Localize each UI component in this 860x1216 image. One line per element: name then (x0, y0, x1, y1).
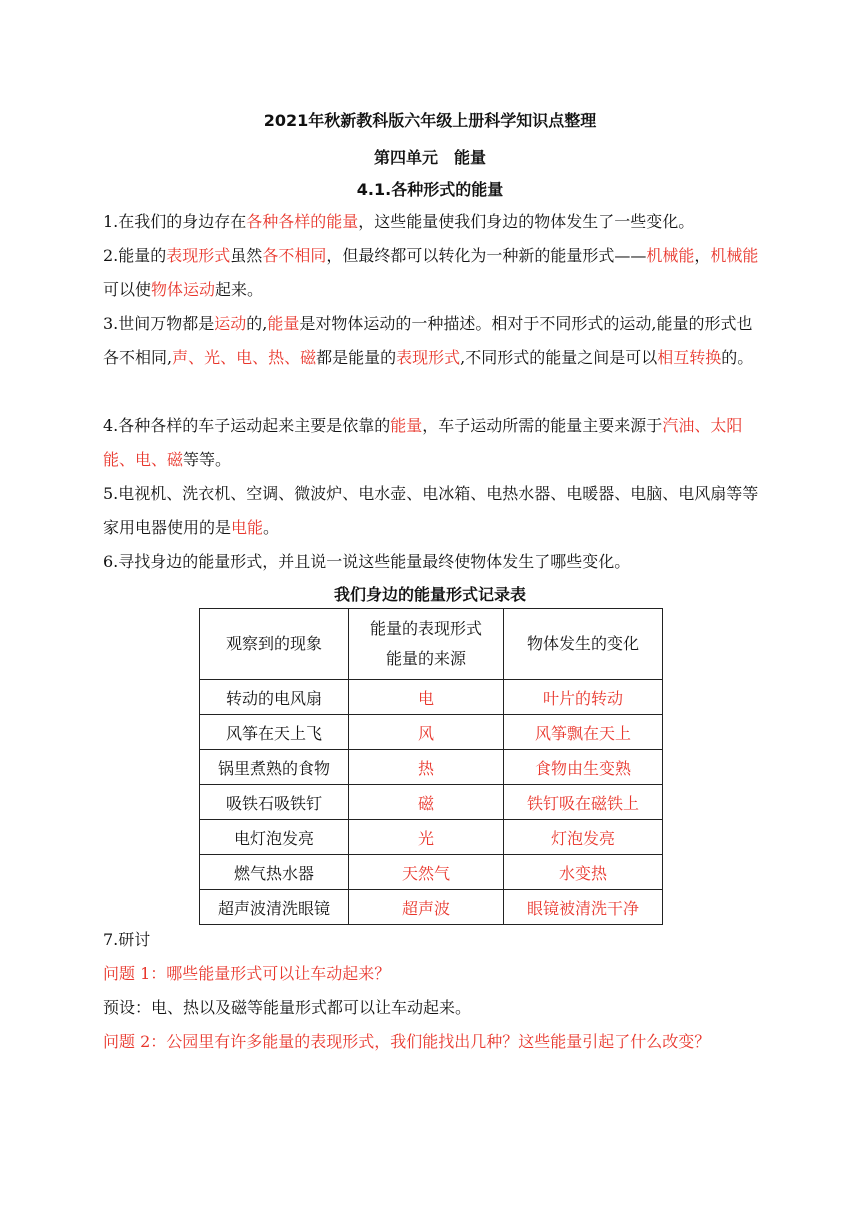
paragraph-1 (103, 205, 765, 239)
cell-phenomenon: 风筝在天上飞 (200, 715, 349, 750)
cell-energy-form: 电 (349, 680, 504, 715)
cell-phenomenon: 燃气热水器 (200, 855, 349, 890)
table-row (200, 890, 663, 925)
cell-energy-form: 光 (349, 820, 504, 855)
cell-phenomenon: 超声波清洗眼镜 (200, 890, 349, 925)
highlight-text: 机械能 (710, 246, 759, 265)
highlight-text: 能量 (390, 416, 423, 435)
highlight-text: 各不相同 (262, 246, 327, 265)
cell-change: 水变热 (504, 855, 663, 890)
header-change: 物体发生的变化 (504, 609, 663, 680)
body-text: 。 (263, 518, 280, 537)
table-row (200, 750, 663, 785)
highlight-text: 各种各样的能量 (246, 212, 359, 231)
paragraph-4 (103, 409, 765, 477)
body-text: ，这些能量使我们身边的物体发生了一些变化。 (358, 212, 695, 231)
header-energy-form (349, 609, 504, 680)
highlight-text: 声、光、电、热、磁 (172, 348, 317, 367)
body-text: 起来。 (215, 280, 264, 299)
cell-phenomenon: 电灯泡发亮 (200, 820, 349, 855)
body-text: 是对物体运动的一种描述。相对于不同形式的运动,能量的形式也各不相同, (103, 314, 753, 367)
table-row (200, 855, 663, 890)
document-title: 2021年秋新教科版六年级上册科学知识点整理 (263, 111, 597, 130)
cell-energy-form: 磁 (349, 785, 504, 820)
highlight-text: 能量 (267, 314, 300, 333)
body-text: ，车子运动所需的能量主要来源于 (422, 416, 663, 435)
cell-change: 铁钉吸在磁铁上 (504, 785, 663, 820)
body-text: ， (694, 246, 711, 265)
body-text: 6.寻找身边的能量形式，并且说一说这些能量最终使物体发生了哪些变化。 (103, 552, 631, 571)
body-text: ,不同形式的能量之间是可以 (460, 348, 658, 367)
body-text: 5.电视机、洗衣机、空调、微波炉、电水壶、电冰箱、电热水器、电暖器、电脑、电风扇等等家用电器使用的是 (103, 484, 759, 537)
paragraph-2 (103, 239, 765, 307)
highlight-text: 表现形式 (166, 246, 231, 265)
highlight-text: 电能 (231, 518, 264, 537)
paragraph-3 (103, 307, 765, 375)
paragraph-6 (103, 545, 765, 579)
body-text: 可以使 (103, 280, 152, 299)
table-caption: 我们身边的能量形式记录表 (333, 585, 526, 604)
table-row (200, 785, 663, 820)
cell-change: 叶片的转动 (504, 680, 663, 715)
body-text: 1.在我们的身边存在 (103, 212, 247, 231)
body-text: 3.世间万物都是 (103, 314, 215, 333)
cell-energy-form: 天然气 (349, 855, 504, 890)
cell-phenomenon: 转动的电风扇 (200, 680, 349, 715)
answer-1: 预设：电、热以及磁等能量形式都可以让车动起来。 (103, 998, 472, 1017)
highlight-text: 汽油、太阳能、电、磁 (103, 416, 743, 469)
paragraph-5 (103, 477, 765, 545)
cell-change: 灯泡发亮 (504, 820, 663, 855)
body-text: 的, (246, 314, 268, 333)
body-text: ，但最终都可以转化为一种新的能量形式—— (326, 246, 647, 265)
cell-energy-form: 超声波 (349, 890, 504, 925)
body-text: 虽然 (230, 246, 263, 265)
unit-heading: 第四单元 能量 (373, 148, 486, 167)
energy-record-table (199, 608, 663, 925)
discussion-heading: 7.研讨 (103, 930, 151, 949)
body-text: 2.能量的 (103, 246, 167, 265)
cell-phenomenon: 锅里煮熟的食物 (200, 750, 349, 785)
highlight-text: 机械能 (646, 246, 695, 265)
cell-change: 风筝飘在天上 (504, 715, 663, 750)
cell-change: 眼镜被清洗干净 (504, 890, 663, 925)
table-row (200, 680, 663, 715)
cell-change: 食物由生变熟 (504, 750, 663, 785)
header-energy-form-text: 能量的表现形式 能量的来源 (369, 619, 482, 668)
table-body (200, 680, 663, 925)
body-text: 都是能量的 (316, 348, 397, 367)
table-row (200, 715, 663, 750)
highlight-text: 物体运动 (151, 280, 216, 299)
table-row (200, 820, 663, 855)
body-text: 的。 (721, 348, 754, 367)
highlight-text: 表现形式 (396, 348, 461, 367)
body-text: 4.各种各样的车子运动起来主要是依靠的 (103, 416, 391, 435)
section-heading: 4.1.各种形式的能量 (356, 180, 504, 199)
cell-phenomenon: 吸铁石吸铁钉 (200, 785, 349, 820)
cell-energy-form: 热 (349, 750, 504, 785)
question-1: 问题 1：哪些能量形式可以让车动起来？ (103, 964, 391, 983)
highlight-text: 相互转换 (657, 348, 722, 367)
cell-energy-form: 风 (349, 715, 504, 750)
question-2: 问题 2：公园里有许多能量的表现形式，我们能找出几种？这些能量引起了什么改变？ (103, 1032, 711, 1051)
table-header-row (200, 609, 663, 680)
header-phenomenon: 观察到的现象 (200, 609, 349, 680)
body-text: 等等。 (183, 450, 232, 469)
highlight-text: 运动 (214, 314, 247, 333)
